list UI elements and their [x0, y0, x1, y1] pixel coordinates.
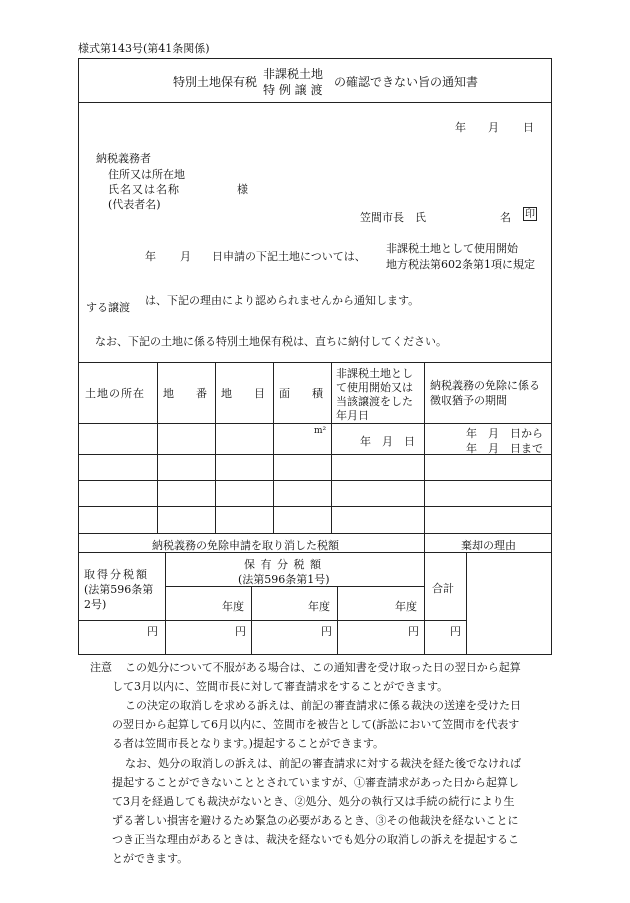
tax-yen-3: 円 [321, 625, 332, 638]
tax-fy-1: 年度 [222, 600, 244, 613]
land-period-to: 年 月 日まで [466, 442, 543, 455]
body-year: 年 [145, 250, 156, 263]
land-period-from: 年 月 日から [466, 427, 543, 440]
date-day: 日 [523, 121, 534, 134]
land-table-bottom [78, 533, 552, 534]
notes-line-9: ずる著しい損害を避けるため緊急の必要があるとき、③その他裁決を経ないことに [112, 814, 519, 827]
date-year: 年 [455, 121, 466, 134]
recipient-address: 住所又は所在地 [108, 168, 185, 181]
land-header-start-3: 当該譲渡をした [336, 395, 413, 408]
body-suru: する譲渡 [86, 301, 130, 314]
land-header-period-2: 徴収猶予の期間 [430, 394, 507, 407]
recipient-sama: 様 [237, 183, 248, 196]
tax-yen-row-top [78, 620, 466, 621]
recipient-rep: (代表者名) [108, 198, 161, 211]
tax-col-total [424, 533, 425, 655]
tax-yen-5: 円 [450, 625, 461, 638]
notes-line-8: て3月を経過しても裁決がないとき、②処分、処分の執行又は手続の続行により生 [112, 795, 515, 808]
body-reason: は、下記の理由により認められませんから通知します。 [145, 294, 420, 307]
form-id: 様式第143号(第41条関係) [78, 42, 210, 55]
issuer-mei: 名 [500, 211, 511, 224]
tax-col-fy-1 [251, 586, 252, 655]
land-table-top [78, 362, 552, 363]
land-header-chimoku: 地 目 [221, 387, 265, 400]
notes-line-5: る者は笠間市長となります。)提起することができます。 [112, 737, 385, 750]
tax-total-label: 合計 [432, 582, 454, 595]
land-header-period-1: 納税義務の免除に係る [430, 379, 540, 392]
tax-hold-law: (法第596条第1号) [238, 573, 330, 586]
tax-header-cancel: 納税義務の免除申請を取り消した税額 [152, 539, 339, 552]
land-col-2 [215, 362, 216, 533]
land-col-3 [273, 362, 274, 533]
land-header-area: 面 積 [279, 387, 323, 400]
notes-line-6: なお、処分の取消しの訴えは、前記の審査請求に対する裁決を経た後でなければ [125, 757, 521, 770]
recipient-name: 氏名又は名称 [108, 183, 180, 196]
land-table-header-bottom [78, 423, 552, 424]
notes-line-1: この処分について不服がある場合は、この通知書を受け取った日の翌日から起算 [125, 661, 521, 674]
notes-line-2: して3月以内に、笠間市長に対して審査請求をすることができます。 [112, 680, 449, 693]
tax-yen-2: 円 [235, 625, 246, 638]
tax-col-reason [466, 552, 467, 655]
body-option-1: 非課税土地として使用開始 [386, 242, 518, 255]
body-day-text: 日申請の下記土地については、 [212, 250, 366, 263]
tax-fy-2: 年度 [308, 600, 330, 613]
title-suffix: の確認できない旨の通知書 [334, 75, 479, 89]
notes-line-10: つき正当な理由があるときは、裁決を経ないでも処分の取消しの訴えを提起するこ [112, 833, 519, 846]
title-stack-top: 非課税土地 [263, 67, 324, 81]
tax-acq-label-2: (法第596条第 [84, 583, 154, 596]
tax-hold-label: 保 有 分 税 額 [244, 558, 322, 571]
tax-col-acq [165, 552, 166, 655]
recipient-heading: 納税義務者 [96, 152, 151, 165]
land-col-1 [157, 362, 158, 533]
land-header-start-2: て使用開始又は [336, 381, 413, 394]
tax-col-fy-2 [337, 586, 338, 655]
tax-fy-3: 年度 [395, 600, 417, 613]
title-prefix: 特別土地保有税 [173, 75, 258, 89]
issuer-mayor: 笠間市長 氏 [360, 211, 426, 224]
notes-line-3: この決定の取消しを求める訴えは、前記の審査請求に係る裁決の送達を受けた日 [125, 699, 521, 712]
tax-header-reason: 棄却の理由 [461, 539, 516, 552]
land-header-location: 土地の所在 [85, 387, 145, 400]
land-header-start-4: 年月日 [336, 409, 369, 422]
land-unit-area: m² [314, 426, 327, 436]
tax-acq-label-1: 取得分税額 [84, 568, 149, 581]
notes-label: 注意 [90, 661, 112, 674]
body-option-2: 地方税法第602条第1項に規定 [386, 258, 535, 271]
land-date-ymd: 年 月 日 [360, 435, 415, 448]
body-notice: なお、下記の土地に係る特別土地保有税は、直ちに納付してください。 [95, 335, 447, 348]
land-col-4 [331, 362, 332, 533]
body-month: 月 [180, 250, 191, 263]
tax-acq-label-3: 2号) [84, 598, 107, 611]
land-header-chiban: 地 番 [163, 387, 207, 400]
notes-line-11: とができます。 [112, 852, 189, 865]
title-stack-bottom: 特 例 譲 渡 [263, 83, 323, 97]
land-header-start-1: 非課税土地とし [336, 367, 413, 380]
title-divider [78, 102, 552, 103]
land-table-row-2 [78, 480, 552, 481]
land-col-5 [424, 362, 425, 533]
seal-mark: 印 [525, 209, 535, 220]
tax-yen-4: 円 [408, 625, 419, 638]
notes-line-4: の翌日から起算して6月以内に、笠間市を被告として(訴訟において笠間市を代表す [112, 718, 520, 731]
land-table-row-3 [78, 506, 552, 507]
notes-line-7: 提起することができないこととされていますが、①審査請求があった日から起算し [112, 776, 519, 789]
date-month: 月 [488, 121, 499, 134]
tax-yen-1: 円 [147, 625, 158, 638]
